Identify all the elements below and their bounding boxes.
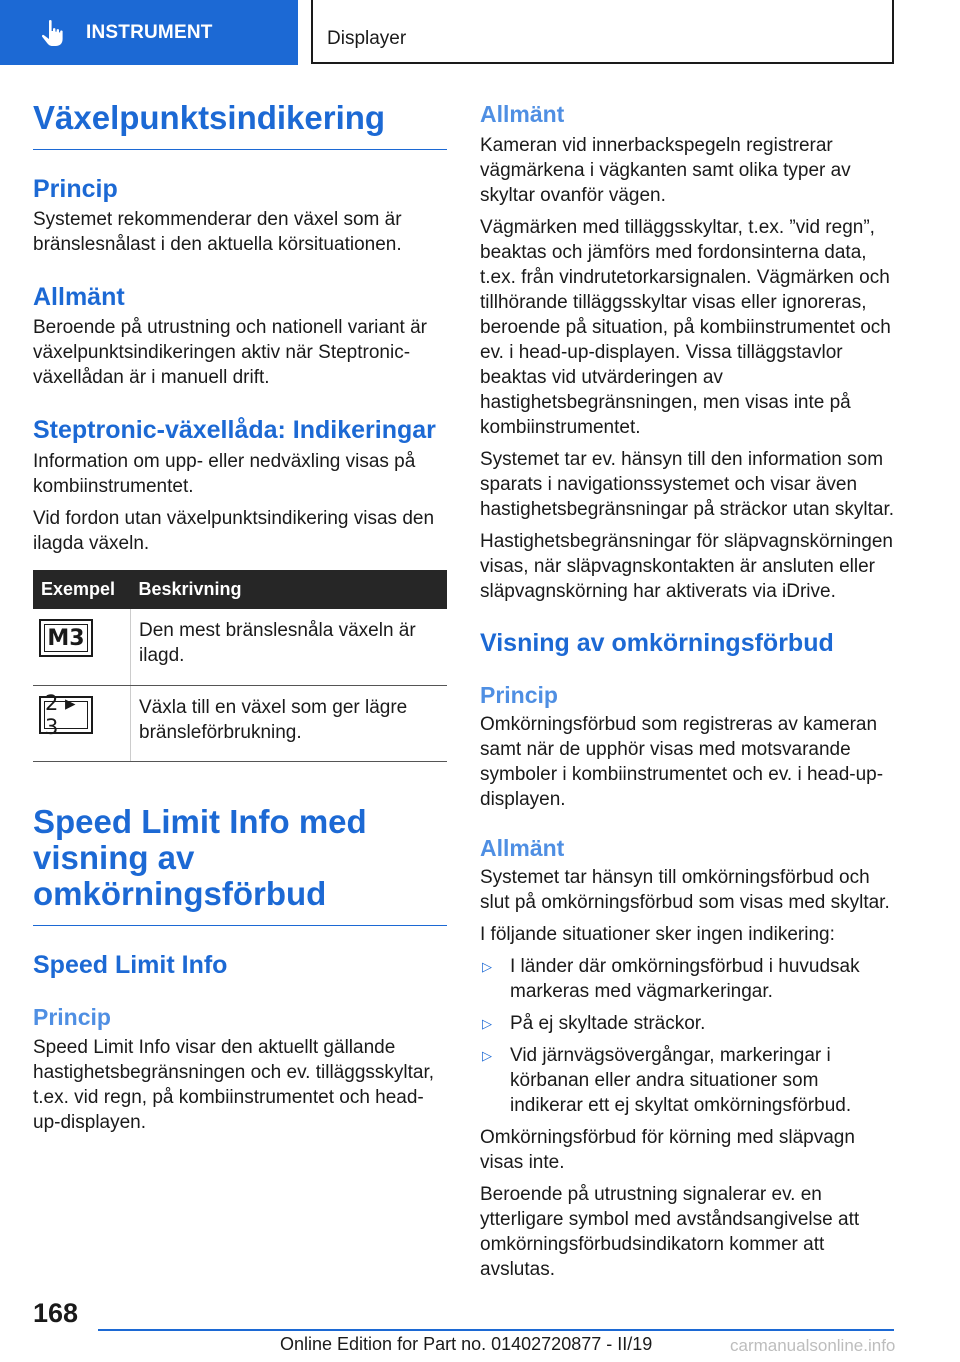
list-item-text: Vid järnvägsövergångar, markeringar i körbanan eller andra situationer som indikerar ett ej skyltat omkörningsförbud. — [510, 1045, 852, 1116]
gear-symbol-text: M3 — [44, 624, 88, 652]
list-item-text: På ej skyltade sträckor. — [510, 1013, 706, 1034]
gear-table — [33, 570, 447, 762]
heading-vaxelpunktsindikering: Växelpunktsindikering — [33, 100, 447, 150]
heading-allmant: Allmänt — [480, 101, 565, 127]
edition-text: Online Edition for Part no. 01402720877 - II/19 — [280, 1334, 653, 1354]
table-row — [33, 685, 447, 761]
allmant-text: Beroende på utrustning och nationell variant är växelpunktsindikeringen aktiv när Steptronic-växellådan är i manuell drift. — [33, 317, 427, 388]
table-row — [33, 609, 447, 685]
table-cell-example — [33, 609, 131, 685]
princip-text: Omkörningsförbud som registreras av kameran samt när de upphör visas med motsvarande symboler i kombiinstrumentet och ev. i head-up-displayen. — [480, 714, 884, 810]
allmant2-text-1: Systemet tar hänsyn till omkörningsförbud och slut på omkörningsförbud som visas med skyltar. — [480, 867, 890, 913]
gear-indicator-m3-icon — [39, 619, 93, 657]
table-header-row — [33, 570, 447, 609]
sli-princip-text: Speed Limit Info visar den aktuellt gällande hastighetsbegränsningen och ev. tilläggsskyltar, t.ex. vid regn, på kombiinstrumentet och head-up-displayen. — [33, 1036, 435, 1133]
after-list-text-1: Omkörningsförbud för körning med släpvagn visas inte. — [480, 1127, 855, 1173]
table-header-exempel: Exempel — [41, 579, 116, 599]
heading-steptronic: Steptronic-växellåda: Indikeringar — [33, 416, 436, 444]
list-item — [480, 1043, 896, 1118]
table-desc-text: Den mest bränslesnåla växeln är ilagd. — [139, 620, 416, 666]
bullet-triangle-icon: ▷ — [482, 1048, 492, 1063]
table-cell-example — [33, 685, 131, 761]
allmant-text-1: Kameran vid innerbackspegeln registrerar vägmärkena i vägkanten samt olika typer av skyltar ovanför vägen. — [480, 135, 851, 206]
subsection-label: Displayer — [327, 28, 407, 49]
heading-princip: Princip — [33, 175, 118, 203]
page-number: 168 — [33, 1298, 79, 1328]
heading-visning-av-omkorningsforbud: Visning av omkörningsförbud — [480, 629, 834, 657]
steptronic-text-2: Vid fordon utan växelpunktsindikering visas den ilagda växeln. — [33, 508, 435, 554]
steptronic-text-1: Information om upp- eller nedväxling visas på kombiinstrumentet. — [33, 451, 416, 497]
right-column — [480, 100, 896, 1282]
gear-upshift-icon — [39, 690, 93, 739]
after-list-text-2: Beroende på utrustning signalerar ev. en ytterligare symbol med avståndsangivelse att omkörningsförbudsindikatorn kommer att avslutas. — [480, 1184, 860, 1280]
list-item-text: I länder där omkörningsförbud i huvudsak markeras med vägmarkeringar. — [510, 956, 860, 1002]
heading-sli-princip: Princip — [33, 1003, 111, 1030]
list-item — [480, 954, 896, 1004]
gear-symbol-text: 2 ▸ 3 — [44, 701, 88, 729]
table-cell-description — [131, 609, 448, 685]
table-desc-text: Växla till en växel som ger lägre bränsleförbrukning. — [139, 696, 408, 743]
section-tab-instrument[interactable] — [0, 0, 298, 65]
bullet-triangle-icon: ▷ — [482, 959, 492, 974]
table-header-beskrivning: Beskrivning — [138, 579, 242, 599]
heading-speed-limit-info: Speed Limit Info — [33, 950, 228, 979]
watermark: carmanualsonline.info — [730, 1336, 896, 1355]
list-item — [480, 1011, 896, 1036]
hand-pointer-icon — [40, 19, 66, 47]
princip-text: Systemet rekommenderar den växel som är bränslesnålast i den aktuella körsituationen. — [33, 209, 402, 255]
allmant-text-2: Vägmärken med tilläggsskyltar, t.ex. ”vid regn”, beaktas och jämförs med fordonsinterna data, t.ex. från vindrutetorkarsignalen. Vägmärken och tillhörande tilläggsskyltar visas eller ignoreras, beroende på situation, på kombiinstrumentet och ev. i head-up-displayen. Vissa tilläggstavlor beaktas vid utvärderingen av hastighetsbegränsningen, men visas inte på kombiinstrumentet. — [480, 217, 891, 438]
allmant-text-3: Systemet tar ev. hänsyn till den information som sparats i navigationssystemet och visar även hastighetsbegränsningar på sträckor utan skyltar. — [480, 449, 895, 520]
heading-allmant-2: Allmänt — [480, 835, 565, 861]
table-cell-description — [131, 685, 448, 761]
section-label: INSTRUMENT — [86, 21, 213, 43]
allmant-text-4: Hastighetsbegränsningar för släpvagnskörningen visas, när släpvagnskontakten är ansluten eller släpvagnskörning har aktiverats via iDrive. — [480, 531, 893, 602]
heading-speed-limit-info-med-visning: Speed Limit Info med visning av omkörningsförbud — [33, 804, 447, 926]
subsection-box — [311, 0, 894, 64]
left-column — [33, 100, 447, 1135]
heading-princip: Princip — [480, 682, 558, 708]
heading-allmant: Allmänt — [33, 283, 125, 311]
allmant2-text-2: I följande situationer sker ingen indikering: — [480, 924, 835, 945]
footer-divider — [98, 1329, 894, 1331]
bullet-triangle-icon: ▷ — [482, 1016, 492, 1031]
